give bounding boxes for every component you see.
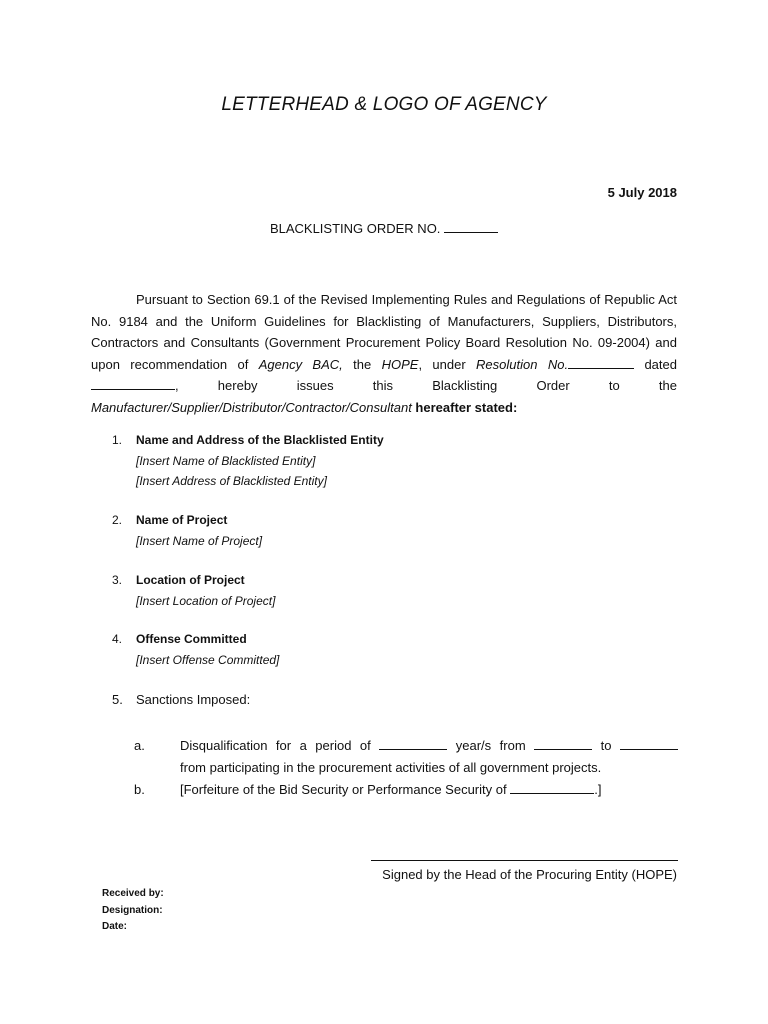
hope-term: HOPE — [381, 356, 419, 372]
paragraph-text-2: the — [342, 356, 382, 372]
to-date-blank — [620, 738, 678, 750]
list-item — [112, 430, 678, 492]
paragraph-text-5: , hereby issues this Blacklisting Order to the — [175, 378, 677, 393]
item-title: Name of Project — [136, 513, 228, 527]
item-placeholder: [Insert Address of Blacklisted Entity] — [136, 474, 327, 488]
sanction-letter: a. — [134, 738, 145, 753]
entity-types: Manufacturer/Supplier/Distributor/Contractor/Consultant — [91, 399, 412, 415]
security-blank — [510, 782, 594, 794]
period-blank — [379, 738, 447, 750]
paragraph-text-6: hereafter stated: — [411, 399, 518, 415]
item-title: Name and Address of the Blacklisted Entity — [136, 433, 384, 447]
item-title: Sanctions Imposed: — [136, 692, 251, 707]
order-title-text: BLACKLISTING ORDER NO. — [269, 221, 441, 236]
document-date: 5 July 2018 — [607, 185, 677, 200]
sanction-text: Disqualification for a period of — [180, 738, 380, 753]
resolution-term: Resolution No. — [476, 356, 569, 372]
order-number-blank — [444, 221, 498, 233]
sanction-text: from participating in the procurement activities of all government projects. — [180, 760, 602, 775]
resolution-number-blank — [568, 357, 634, 369]
item-number: 5. — [112, 692, 123, 707]
list-item — [112, 629, 678, 670]
paragraph-text-3: , under — [418, 356, 477, 372]
from-date-blank — [534, 738, 592, 750]
body-paragraph — [91, 289, 677, 418]
item-number: 1. — [112, 433, 123, 447]
list-item — [112, 510, 678, 551]
sanction-text: to — [592, 738, 620, 753]
sanction-letter: b. — [134, 782, 145, 797]
signature-caption: Signed by the Head of the Procuring Entity (HOPE) — [382, 867, 677, 882]
letterhead-placeholder: LETTERHEAD & LOGO OF AGENCY — [221, 94, 547, 115]
agency-bac: Agency BAC, — [258, 356, 343, 372]
item-placeholder: [Insert Name of Blacklisted Entity] — [136, 453, 316, 468]
date-label: Date: — [102, 921, 128, 932]
item-placeholder: [Insert Location of Project] — [136, 593, 276, 608]
order-title — [0, 221, 768, 236]
item-title: Location of Project — [136, 573, 245, 587]
item-number: 4. — [112, 632, 123, 646]
list-item — [112, 570, 678, 611]
resolution-date-blank — [91, 378, 175, 390]
paragraph-text-4: dated — [634, 356, 677, 372]
list-item — [112, 690, 678, 711]
sanction-item — [134, 779, 678, 801]
paragraph-text-1: Pursuant to Section 69.1 of the Revised Implementing Rules and Regulations of Republic Act No. 9184 and the Uniform Guidelines for Blacklisting of Manufacturers, Suppliers, Distributors, Contractors and Consultants (Government Procurement Policy Board Resolution No. 09-2004) and upon recommendation of — [91, 292, 677, 372]
item-placeholder: [Insert Offense Committed] — [136, 652, 280, 667]
signature-line — [371, 860, 678, 861]
sanction-item — [134, 735, 678, 779]
item-placeholder: [Insert Name of Project] — [136, 533, 263, 548]
item-title: Offense Committed — [136, 632, 247, 646]
item-number: 2. — [112, 513, 123, 527]
sanction-text: .] — [594, 782, 602, 797]
item-number: 3. — [112, 573, 123, 587]
designation-label: Designation: — [102, 905, 163, 916]
received-by-label: Received by: — [102, 888, 164, 899]
sanction-text: year/s from — [447, 738, 535, 753]
sanction-text: [Forfeiture of the Bid Security or Performance Security of — [180, 782, 511, 797]
